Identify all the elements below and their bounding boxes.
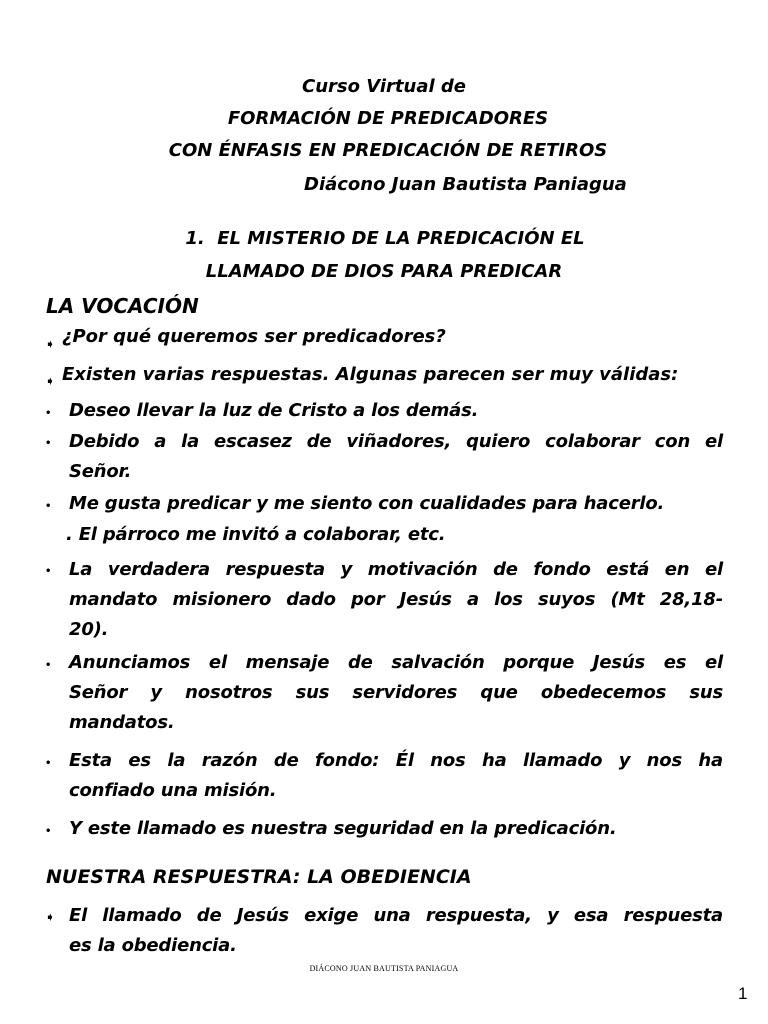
bullet-item-4-line1: La verdadera respuesta y motivación de fondo está en el [69, 559, 723, 580]
bullet-item-5-line1: Anunciamos el mensaje de salvación porque Jesús es el [69, 652, 723, 673]
bullet-icon: • [45, 501, 52, 512]
section-title-line1: 1. EL MISTERIO DE LA PREDICACIÓN EL [185, 228, 585, 249]
arrow-icon: ➧ [45, 374, 56, 388]
arrow-item-obedience-line2: es la obediencia. [69, 935, 237, 956]
bullet-item-7: Y este llamado es nuestra seguridad en la predicación. [69, 818, 617, 839]
bullet-item-6-line2: confiado una misión. [69, 780, 277, 801]
arrow-icon: ➧ [45, 337, 56, 351]
bullet-item-2-line1: Debido a la escasez de viñadores, quiero colaborar con el [69, 431, 723, 452]
bullet-icon: • [45, 408, 52, 419]
arrow-icon: ➧ [45, 910, 56, 924]
bullet-item-6-line1: Esta es la razón de fondo: Él nos ha llamado y nos ha [69, 750, 723, 771]
bullet-icon: • [45, 660, 52, 671]
respuesta-heading: NUESTRA RESPUESTRA: LA OBEDIENCIA [46, 866, 472, 888]
bullet-item-3-continued: . El párroco me invitó a colaborar, etc. [66, 524, 446, 545]
page-number: 1 [738, 984, 748, 1003]
course-title-line1: Curso Virtual de [301, 76, 466, 97]
bullet-item-3: Me gusta predicar y me siento con cualidades para hacerlo. [69, 493, 665, 514]
author-name: Diácono Juan Bautista Paniagua [304, 174, 627, 195]
page-footer: DIÁCONO JUAN BAUTISTA PANIAGUA [309, 964, 459, 973]
bullet-item-4-line2: mandato misionero dado por Jesús a los suyos (Mt 28,18- [69, 589, 723, 610]
bullet-item-1: Deseo llevar la luz de Cristo a los demás. [69, 400, 479, 421]
section-title-line2: LLAMADO DE DIOS PARA PREDICAR [205, 261, 563, 282]
bullet-icon: • [45, 438, 52, 449]
bullet-item-5-line3: mandatos. [69, 712, 175, 733]
arrow-item-question: ¿Por qué queremos ser predicadores? [62, 326, 446, 347]
bullet-icon: • [45, 826, 52, 837]
vocacion-heading: LA VOCACIÓN [46, 294, 199, 318]
arrow-item-obedience-line1: El llamado de Jesús exige una respuesta, y esa respuesta [69, 905, 723, 926]
course-title-line3: CON ÉNFASIS EN PREDICACIÓN DE RETIROS [168, 140, 608, 161]
bullet-icon: • [45, 566, 52, 577]
course-title-line2: FORMACIÓN DE PREDICADORES [227, 108, 549, 129]
bullet-item-2-line2: Señor. [69, 461, 132, 482]
bullet-item-5-line2: Señor y nosotros sus servidores que obedecemos sus [69, 682, 723, 703]
bullet-icon: • [45, 758, 52, 769]
arrow-item-answers: Existen varias respuestas. Algunas parecen ser muy válidas: [62, 364, 679, 385]
bullet-item-4-line3: 20). [69, 619, 109, 640]
